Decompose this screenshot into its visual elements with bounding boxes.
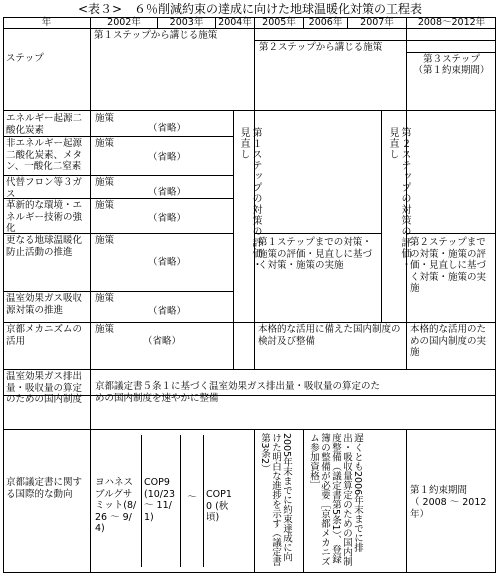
kyoto-mechanism-omitted: （省略）: [143, 336, 182, 347]
kyoto-mechanism-step3: 本格的な活用のための国内制度の実施: [410, 324, 487, 358]
measure-policy: 施策: [95, 235, 115, 246]
measure-label: 非エネルギー起源二酸化炭素、メタン、一酸化二窒素: [6, 138, 83, 172]
timeline-tilde: ～: [187, 492, 197, 503]
cop10-event: COP10 (秋頃): [206, 489, 232, 523]
measure-label: 革新的な環境・エネルギー技術の強化: [6, 200, 83, 234]
kyoto-mechanism-label: 京都メカニズムの活用: [6, 324, 83, 347]
measure-omitted: （省略）: [148, 123, 187, 134]
measure-label: 温室効果ガス吸収源対策の推進: [6, 293, 83, 316]
measure-label: 更なる地球温暖化防止活動の推進: [6, 235, 83, 258]
measure-policy: 施策: [95, 200, 115, 211]
year-2008-2012-header: 2008～2012年: [417, 17, 486, 28]
step2-heading: 第２ステップから講じる施策: [259, 42, 383, 53]
step2-evaluation-label: 第２ステップの対策の評価・見直し: [387, 127, 410, 270]
step1-heading: 第１ステップから講じる施策: [94, 30, 218, 41]
measure-label: 代替フロン等３ガス: [6, 177, 83, 200]
kyoto-mechanism-step2: 本格的な活用に備えた国内制度の検討及び整備: [258, 324, 401, 347]
measure-policy: 施策: [95, 293, 115, 304]
target-2005-text: 2005年末までに約束達成に向けた明白な進捗を示す（議定書第3条2）: [259, 433, 292, 566]
year-2007-header: 2007年: [360, 17, 394, 28]
measure-policy: 施策: [95, 138, 115, 149]
year-corner-header: 年: [41, 17, 52, 28]
measure-omitted: （省略）: [148, 306, 187, 317]
step3-heading: 第３ステップ: [423, 54, 480, 65]
year-2005-header: 2005年: [262, 17, 296, 28]
step3-implementation-text: 第２ステップまでの対策・施策の評価・見直しに基づく対策・施策の実施: [410, 237, 487, 294]
year-2006-header: 2006年: [308, 17, 343, 28]
measure-policy: 施策: [95, 177, 115, 188]
roadmap-table: [3, 17, 496, 573]
commitment-period-label: 第１約束期間: [410, 485, 468, 496]
target-2006-text: 遅くとも2006年末までに排出・吸収量算定のための国内制度整備（議定書第5条1）、登録簿の整備が必要［京都メカニズム参加資格］: [308, 433, 363, 566]
wssd-event: ヨハネスブルグサミット(8/26 ～ 9/4): [95, 477, 137, 534]
measure-policy: 施策: [95, 113, 115, 124]
measure-omitted: （省略）: [148, 152, 187, 163]
emissions-system-label: 温室効果ガス排出量・吸収量の算定のための国内制度: [6, 371, 83, 405]
measure-label: エネルギー起源二酸化炭素: [6, 113, 83, 136]
commitment-period-years: （ 2008 ～ 2012 年）: [410, 497, 487, 520]
step2-implementation-text: 第１ステップまでの対策・施策の評価・見直しに基づく対策・施策の実施: [258, 237, 373, 271]
step1-evaluation-label: 第１ステップの対策の評価・見直し: [238, 127, 261, 270]
step3-period: （第１約束期間）: [413, 65, 490, 76]
emissions-system-text: 京都議定書５条１に基づく温室効果ガス排出量・吸収量の算定のための国内制度を速やかに整備: [95, 381, 381, 404]
steps-row-label: ステップ: [6, 53, 44, 64]
year-2003-header: 2003年: [169, 17, 204, 28]
kyoto-mechanism-policy: 施策: [95, 324, 115, 335]
measure-omitted: （省略）: [148, 187, 187, 198]
year-2002-header: 2002年: [107, 17, 141, 28]
cop9-event: COP9 (10/23 ～ 11/1): [144, 477, 176, 523]
measure-omitted: （省略）: [148, 257, 187, 268]
measure-omitted: （省略）: [148, 213, 187, 224]
page-title: <表３> ６％削減約束の達成に向けた地球温暖化対策の工程表: [77, 2, 423, 16]
year-2004-header: 2004年: [218, 17, 252, 28]
international-trend-label: 京都議定書に関する国際的な動向: [6, 477, 83, 500]
